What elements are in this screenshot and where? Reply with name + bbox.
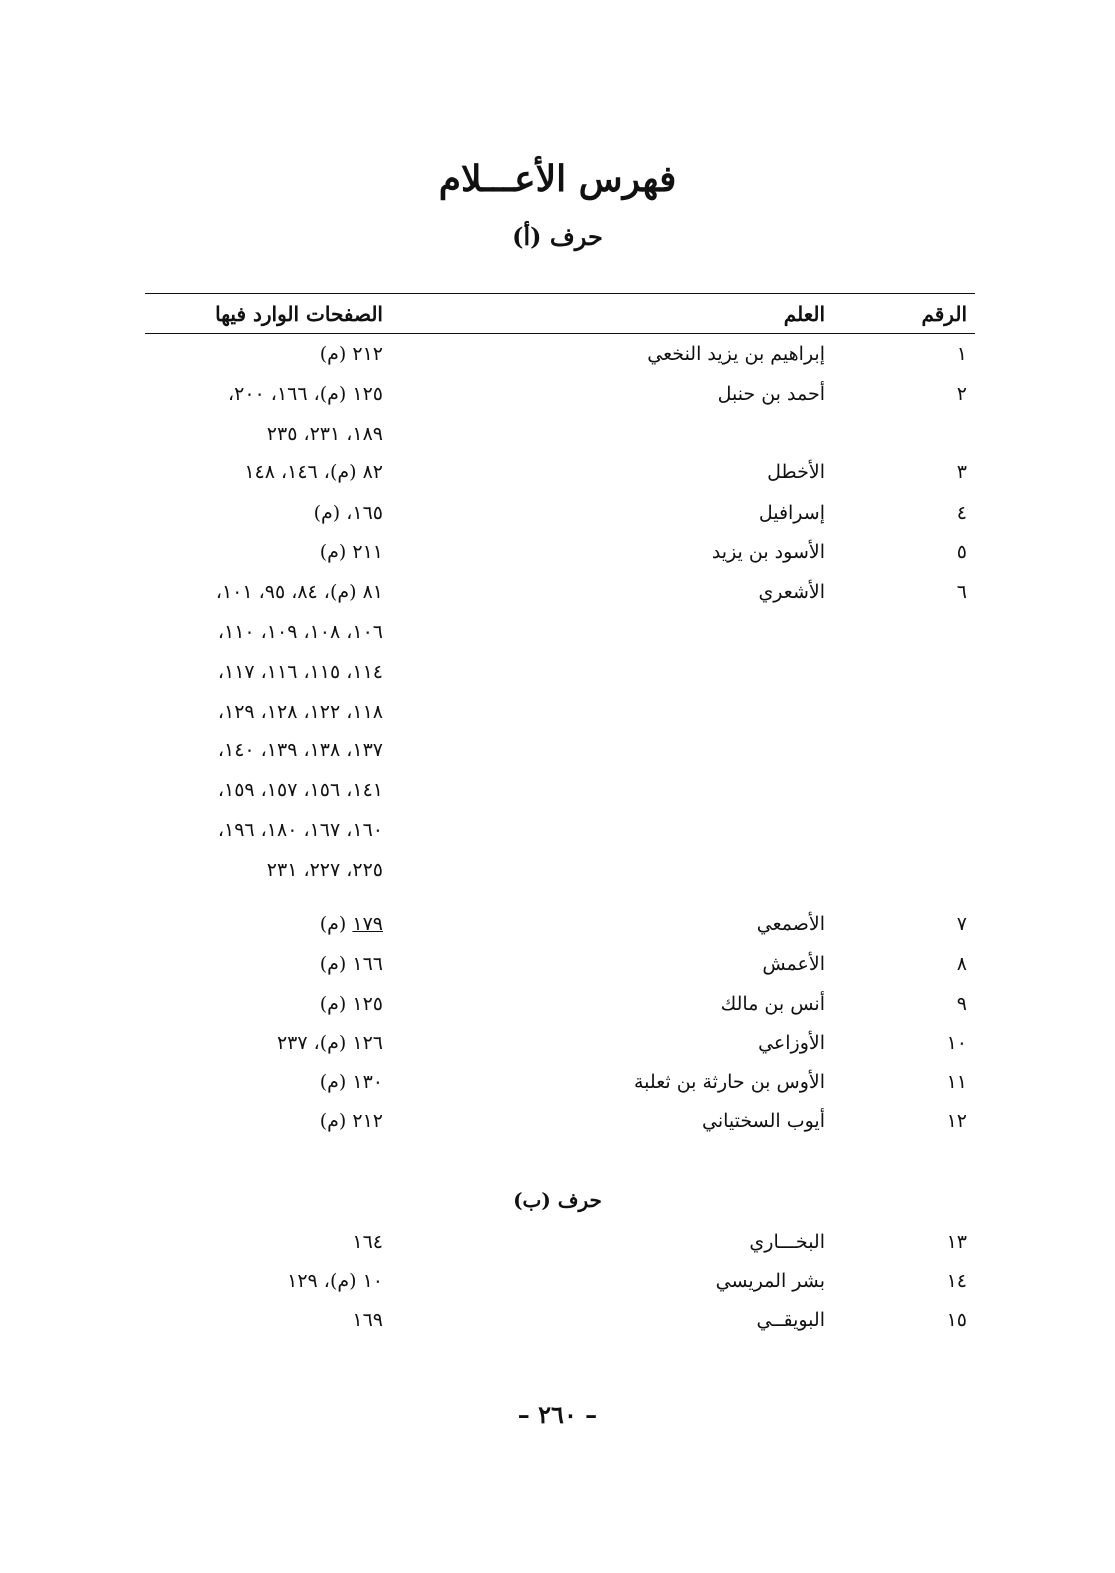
- table-row: [145, 904, 975, 944]
- table-row: [145, 1062, 975, 1102]
- row-number: ٣: [956, 461, 967, 483]
- table-row: [145, 1101, 975, 1141]
- row-pages-continuation: [145, 730, 975, 770]
- row-number: ١٤: [946, 1270, 967, 1292]
- table-header: [145, 294, 975, 334]
- table-row: [145, 493, 975, 533]
- row-name: الأصمعي: [756, 913, 825, 935]
- row-name: أحمد بن حنبل: [717, 383, 825, 405]
- table-row: [145, 944, 975, 984]
- row-pages-suffix: (م): [319, 913, 353, 935]
- table-row: [145, 1023, 975, 1063]
- row-number: ٦: [956, 581, 967, 603]
- header-pages: الصفحات الوارد فيها: [215, 302, 383, 326]
- row-pages-line: ١٠٦، ١٠٨، ١٠٩، ١١٠،: [217, 621, 383, 643]
- row-name: البخـــاري: [749, 1231, 825, 1253]
- row-pages: ١٦٦ (م): [319, 953, 383, 975]
- row-pages-continuation: [145, 770, 975, 810]
- row-pages: ١٠ (م)، ١٢٩: [287, 1270, 383, 1292]
- row-pages: ٨٢ (م)، ١٤٦، ١٤٨: [244, 461, 383, 483]
- row-number: ١١: [946, 1071, 967, 1093]
- row-pages: ١٢٥ (م)، ١٦٦، ٢٠٠،: [228, 383, 383, 405]
- row-number: ٧: [956, 913, 967, 935]
- page-title: فهرس الأعـــلام: [438, 158, 677, 200]
- row-name: الأعمش: [762, 953, 825, 975]
- row-name: إبراهيم بن يزيد النخعي: [647, 343, 825, 365]
- row-number: ٤: [956, 502, 967, 524]
- page-number: – ٢٦٠ –: [517, 1400, 598, 1429]
- row-number: ١٣: [946, 1231, 967, 1253]
- table-row: [145, 1222, 975, 1262]
- row-number: ١: [956, 343, 967, 365]
- row-pages: ١٦٥، (م): [313, 502, 383, 524]
- row-pages: ١٢٥ (م): [319, 993, 383, 1015]
- row-name: الأسود بن يزيد: [711, 541, 825, 563]
- row-pages: ٢١٢ (م): [319, 343, 383, 365]
- table-row: [145, 984, 975, 1024]
- row-name: أنس بن مالك: [720, 993, 825, 1015]
- row-number: ٥: [956, 541, 967, 563]
- row-pages-line: ١١٨، ١٢٢، ١٢٨، ١٢٩،: [217, 701, 383, 723]
- header-name: العلم: [783, 302, 825, 326]
- row-name: الأوس بن حارثة بن ثعلبة: [634, 1071, 825, 1093]
- section-heading-alif: حرف (أ): [512, 222, 603, 251]
- row-number: ٩: [956, 993, 967, 1015]
- row-pages-line: ١٤١، ١٥٦، ١٥٧، ١٥٩،: [217, 779, 383, 801]
- row-name: إسرافيل: [758, 502, 825, 524]
- row-pages-line: ١١٤، ١١٥، ١١٦، ١١٧،: [217, 661, 383, 683]
- row-pages: ١٢٦ (م)، ٢٣٧: [276, 1032, 383, 1054]
- row-pages: ١٦٤: [352, 1231, 383, 1253]
- row-number: ٨: [956, 953, 967, 975]
- row-pages-line: ٢٢٥، ٢٢٧، ٢٣١: [266, 859, 383, 881]
- row-number: ١٢: [946, 1110, 967, 1132]
- row-name: الأشعري: [758, 581, 825, 603]
- row-pages-line: ١٦٠، ١٦٧، ١٨٠، ١٩٦،: [217, 819, 383, 841]
- row-pages: ٢١١ (م): [319, 541, 383, 563]
- row-number: ١٥: [946, 1309, 967, 1331]
- row-pages-continuation: [145, 652, 975, 692]
- row-pages: ٢١٢ (م): [319, 1110, 383, 1132]
- table-row: [145, 374, 975, 414]
- table-row: [145, 334, 975, 374]
- row-pages-continuation: [145, 414, 975, 454]
- row-name: البويقــي: [756, 1309, 825, 1331]
- header-number: الرقم: [921, 302, 967, 326]
- row-pages-continuation: [145, 850, 975, 890]
- row-pages-underlined: ١٧٩: [352, 913, 383, 935]
- row-name: الأوزاعي: [758, 1032, 825, 1054]
- row-pages-line: ١٨٩، ٢٣١، ٢٣٥: [266, 423, 383, 445]
- row-name: بشر المريسي: [715, 1270, 825, 1292]
- row-pages-continuation: [145, 810, 975, 850]
- row-pages-continuation: [145, 692, 975, 732]
- table-row: [145, 1300, 975, 1340]
- section-heading-ba: حرف (ب): [513, 1188, 602, 1212]
- row-pages-continuation: [145, 612, 975, 652]
- row-number: ١٠: [946, 1032, 967, 1054]
- row-pages: ٨١ (م)، ٨٤، ٩٥، ١٠١،: [215, 581, 383, 603]
- row-name: الأخطل: [767, 461, 825, 483]
- row-pages: ١٦٩: [352, 1309, 383, 1331]
- table-row: [145, 452, 975, 492]
- row-pages-line: ١٣٧، ١٣٨، ١٣٩، ١٤٠،: [217, 739, 383, 761]
- table-row: [145, 572, 975, 612]
- row-number: ٢: [956, 383, 967, 405]
- row-name: أيوب السختياني: [702, 1110, 825, 1132]
- table-row: [145, 532, 975, 572]
- table-row: [145, 1261, 975, 1301]
- row-pages: [145, 904, 383, 944]
- row-pages: ١٣٠ (م): [319, 1071, 383, 1093]
